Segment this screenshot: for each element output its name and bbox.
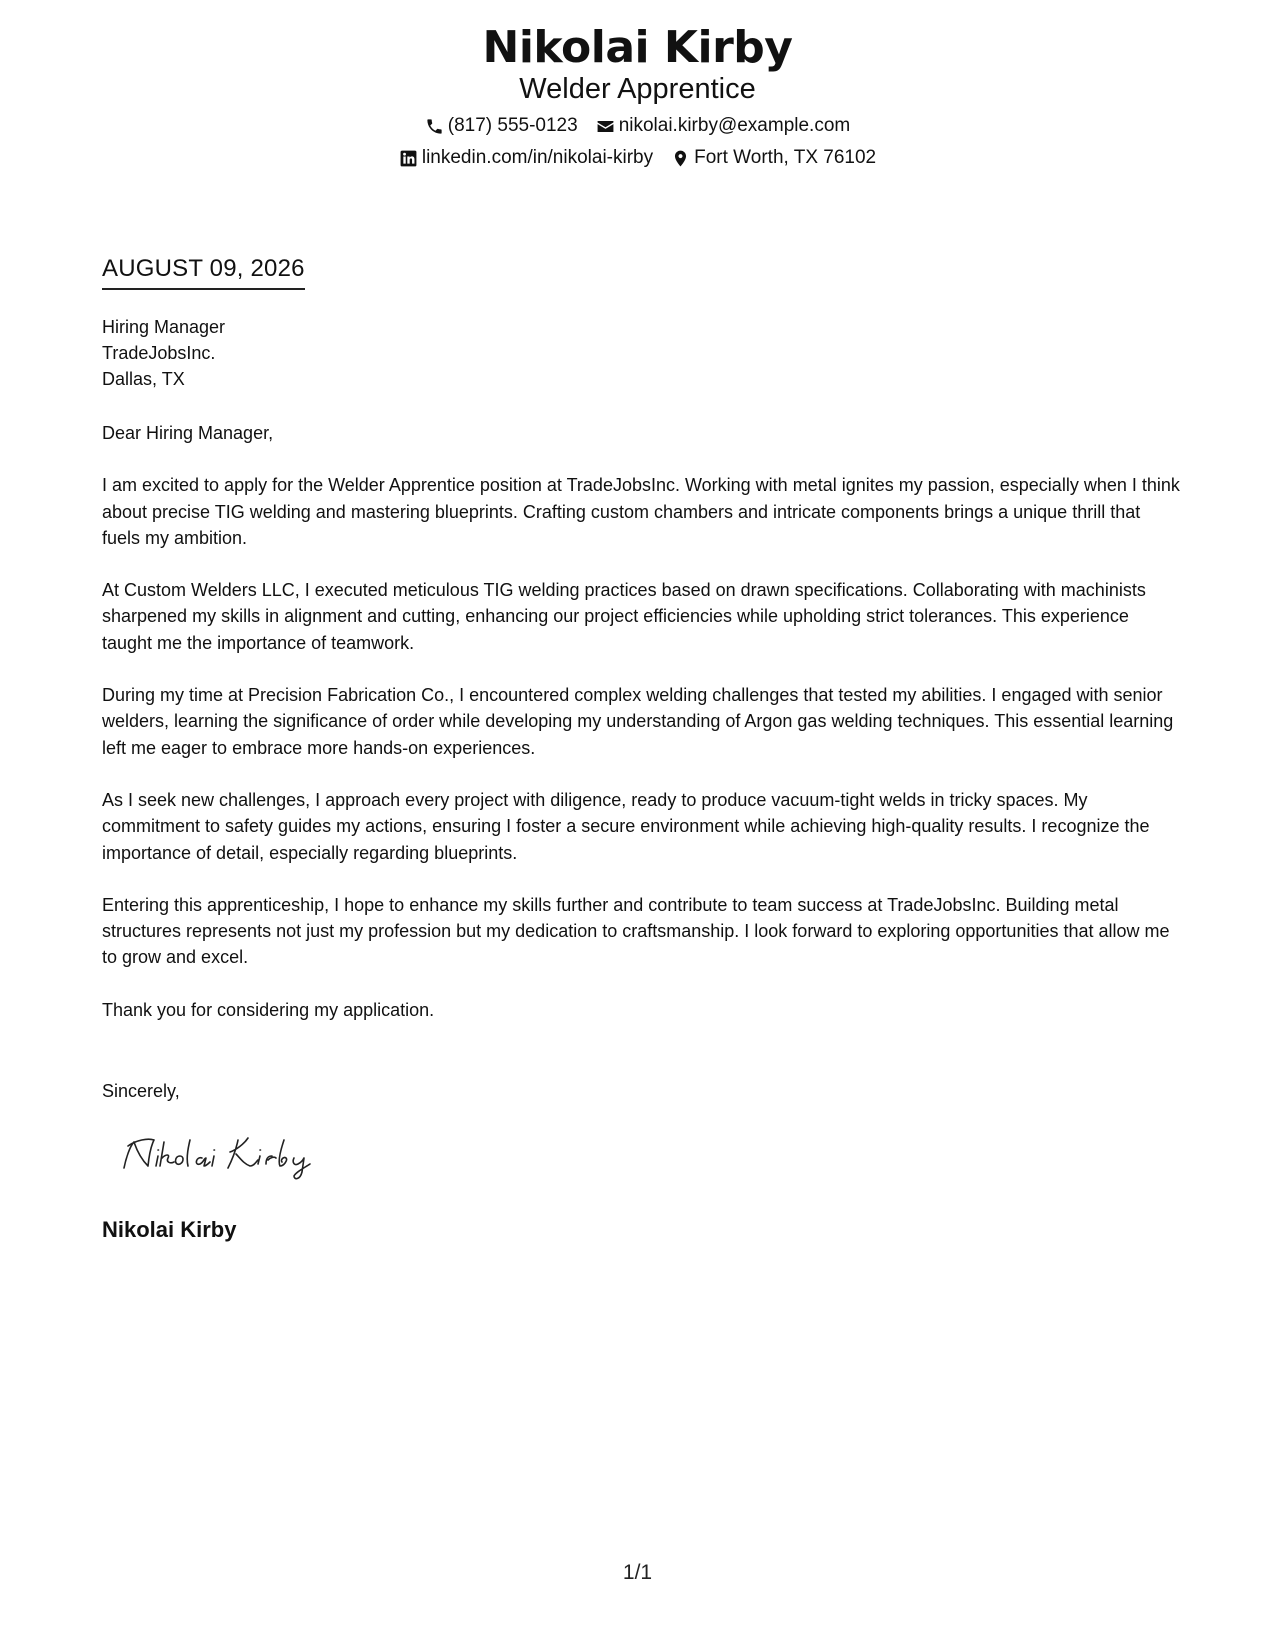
contact-row-2 <box>0 146 1275 170</box>
letter-body <box>102 420 1182 1049</box>
phone-icon <box>425 117 444 136</box>
phone-text: (817) 555-0123 <box>447 115 578 136</box>
page-number: 1/1 <box>622 1561 653 1584</box>
location-contact <box>671 146 876 170</box>
letter-date: AUGUST 09, 2026 <box>102 254 305 290</box>
envelope-icon <box>596 117 615 136</box>
applicant-title: Welder Apprentice <box>519 73 756 105</box>
phone-contact <box>425 114 578 138</box>
email-contact[interactable] <box>596 114 851 138</box>
paragraph: As I seek new challenges, I approach every project with diligence, ready to produce vacuum-tight welds in tricky spaces. My commitment to safety guides my actions, ensuring I foster a secure environment while achieving high-quality results. I recognize the importance of detail, especially regarding blueprints. <box>102 789 1150 863</box>
paragraph: Entering this apprenticeship, I hope to enhance my skills further and contribute to team success at TradeJobsInc. Building metal structures represents not just my profession but my dedication to craftsmanship. I look forward to exploring opportunities that allow me to grow and excel. <box>102 894 1170 968</box>
salutation: Dear Hiring Manager, <box>102 423 274 443</box>
location-text: Fort Worth, TX 76102 <box>694 147 877 168</box>
linkedin-icon <box>399 149 418 168</box>
signer-name: Nikolai Kirby <box>102 1217 237 1242</box>
contact-row-1 <box>0 114 1275 138</box>
paragraph: At Custom Welders LLC, I executed meticulous TIG welding practices based on drawn specifications. Collaborating with machinists sharpened my skills in alignment and cutting, enhancing our project efficiencies while upholding strict tolerances. This experience taught me the importance of teamwork. <box>102 580 1146 653</box>
recipient-block <box>102 314 225 392</box>
closing: Sincerely, <box>102 1081 180 1101</box>
paragraph: I am excited to apply for the Welder Apprentice position at TradeJobsInc. Working with metal ignites my passion, especially when I think about precise TIG welding and mastering blueprints. Crafting custom chambers and intricate components brings a unique thrill that fuels my ambition. <box>102 475 1180 548</box>
recipient-line: Hiring Manager <box>102 317 226 337</box>
letter-header <box>0 22 1275 170</box>
linkedin-contact[interactable] <box>399 146 653 170</box>
paragraph: During my time at Precision Fabrication Co., I encountered complex welding challenges that tested my abilities. I engaged with senior welders, learning the significance of order while developing my understanding of Argon gas welding techniques. This essential learning left me eager to embrace more hands-on experiences. <box>102 685 1174 758</box>
map-pin-icon <box>671 149 690 168</box>
linkedin-link[interactable]: linkedin.com/in/nikolai-kirby <box>421 147 654 168</box>
signature-image <box>118 1128 338 1184</box>
recipient-location: Dallas, TX <box>102 369 185 389</box>
email-link[interactable]: nikolai.kirby@example.com <box>618 115 851 136</box>
thanks-line: Thank you for considering my application. <box>102 999 435 1020</box>
recipient-company: TradeJobsInc. <box>102 343 216 363</box>
applicant-name: Nikolai Kirby <box>482 22 793 73</box>
